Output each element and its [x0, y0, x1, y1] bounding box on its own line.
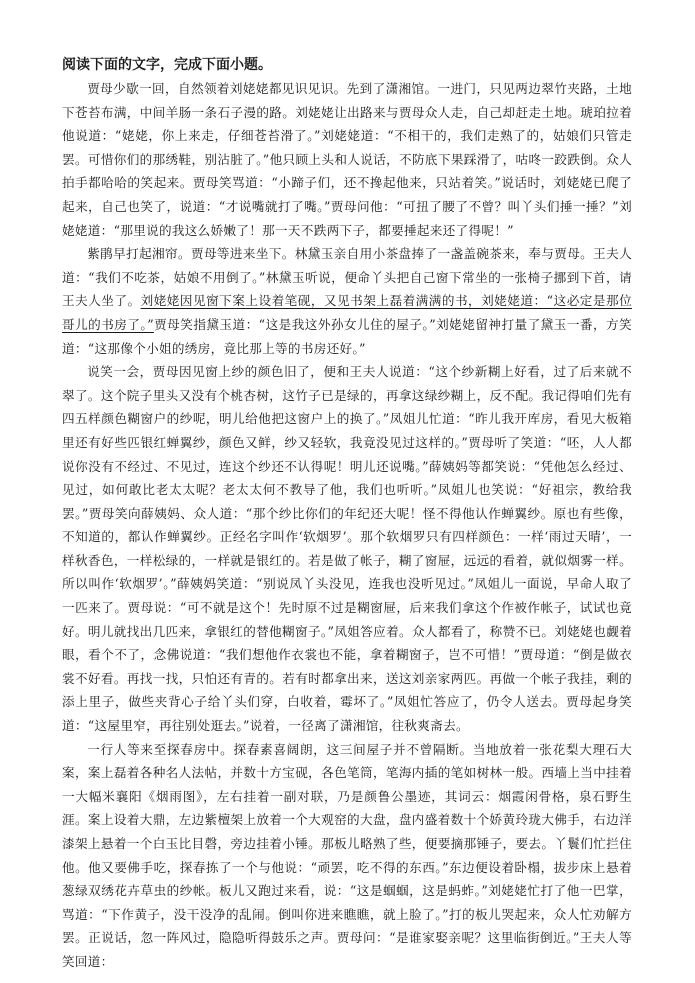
paragraph-2-tail: 贾母笑指黛玉道：“这是我这外孙女儿住的屋子。”刘姥姥留神打量了黛玉一番，方笑道：“这那像个小姐的绣房，竟比那上等的书房还好。” [62, 316, 632, 356]
paragraph-3: 说笑一会，贾母因见窗上纱的颜色旧了，便和王夫人说道：“这个纱新糊上好看，过了后来就不翠了。这个院子里头又没有个桃杏树，这竹子已是绿的，再拿这绿纱糊上，反不配。我记得咱们先有四五样颜色糊窗户的纱呢，明儿给他把这窗户上的换了。”凤姐儿忙道：“昨儿我开库房，看见大板箱里还有好些匹银红蝉翼纱，颜色又鲜，纱又轻软，我竟没见过这样的。”贾母听了笑道：“呸，人人都说你没有不经过、不见过，连这个纱还不认得呢！明儿还说嘴。”薛姨妈等都笑说：“凭他怎么经过、见过，如何敢比老太太呢？老太太何不教导了他，我们也听听。”凤姐儿也笑说：“好祖宗，教给我罢。”贾母笑向薛姨妈、众人道：“那个纱比你们的年纪还大呢！怪不得他认作蝉翼纱。原也有些像，不知道的，都认作蝉翼纱。正经名字叫作‘软烟罗’。那个软烟罗只有四样颜色：一样‘雨过天晴’，一样秋香色，一样松绿的，一样就是银红的。若是做了帐子，糊了窗屉，远远的看着，就似烟雾一样。所以叫作‘软烟罗’。”薛姨妈笑道：“别说凤丫头没见，连我也没听见过。”凤姐儿一面说，早命人取了一匹来了。贾母说：“可不就是这个！先时原不过是糊窗屉，后来我们拿这个作被作帐子，试试也竟好。明儿就找出几匹来，拿银红的替他糊窗子。”凤姐答应着。众人都看了，称赞不已。刘姥姥也觑着眼，看个不了，念佛说道：“我们想他作衣裳也不能，拿着糊窗子，岂不可惜！”贾母道：“倒是做衣裳不好看。再找一找，只怕还有青的。若有时都拿出来，送这刘亲家两匹。再做一个帐子我挂，剩的添上里子，做些夹背心子给丫头们穿，白收着，霉坏了。”凤姐忙答应了，仍令人送去。贾母起身笑道：“这屋里窄，再往别处逛去。”说着，一径离了潇湘馆，往秋爽斋去。 [62, 364, 632, 734]
question-heading: 阅读下面的文字，完成下面小题。 [62, 57, 272, 73]
underlined-passage: 刘姥姥因见窗下案上设着笔砚，又见书架上磊着满满的书，刘姥姥道：“这必定是那位哥儿的书房了。” [62, 293, 632, 332]
paragraph-4: 一行人等来至探春房中。探春素喜阔朗，这三间屋子并不曾隔断。当地放着一张花梨大理石大案，案上磊着各种名人法帖，并数十方宝砚，各色笔筒，笔海内插的笔如树林一般。西墙上当中挂着一大幅米襄阳《烟雨图》，左右挂着一副对联，乃是颜鲁公墨迹，其词云：烟霞闲骨格，泉石野生涯。案上设着大鼎，左边紫檀架上放着一个大观窑的大盘，盘内盛着数十个娇黄玲珑大佛手，右边洋漆架上悬着一个白玉比目磬，旁边挂着小锤。那板儿略熟了些，便要摘那锤子，要去。丫鬟们忙拦住他。他又要佛手吃，探春拣了一个与他说：“顽罢，吃不得的东西。”东边便设着卧榻，拔步床上悬着葱绿双绣花卉草虫的纱帐。板儿又跑过来看，说：“这是蝈蝈，这是蚂蚱。”刘姥姥忙打了他一巴掌，骂道：“下作黄子，没干没净的乱闹。倒叫你进来瞧瞧，就上脸了。”打的板儿哭起来，众人忙劝解方罢。正说话，忽一阵风过，隐隐听得鼓乐之声。贾母问：“是谁家娶亲呢？这里临街倒近。”王夫人等笑回道： [62, 741, 632, 969]
paragraph-2-lead: 紫鹃早打起湘帘。贾母等进来坐下。林黛玉亲自用小茶盘捧了一盏盖碗茶来，奉与贾母。王夫人道：“我们不吃茶，姑娘不用倒了。”林黛玉听说，便命丫头把自己窗下常坐的一张椅子挪到下首，请王夫人坐了。 [62, 246, 632, 309]
paragraph-1: 贾母少歇一回，自然领着刘姥姥都见识见识。先到了潇湘馆。一进门，只见两边翠竹夹路，土地下苍苔布满，中间羊肠一条石子漫的路。刘姥姥让出路来与贾母众人走，自己却赶走土地。琥珀拉着他说道：“姥姥，你上来走，仔细苍苔滑了。”刘姥姥道：“不相干的，我们走熟了的，姑娘们只管走罢。可惜你们的那绣鞋，别沾脏了。”他只顾上头和人说话，不防底下果踩滑了，咕咚一跤跌倒。众人拍手都哈哈的笑起来。贾母笑骂道：“小蹄子们，还不搀起他来，只站着笑。”说话时，刘姥姥已爬了起来，自己也笑了，说道：“才说嘴就打了嘴。”贾母问他：“可扭了腰了不曾？叫丫头们捶一捶？”刘姥姥道：“那里说的我这么娇嫩了！那一天不跌两下子，都要捶起来还了得呢！” [62, 81, 632, 238]
document-page [62, 54, 632, 974]
paragraph-2 [62, 242, 632, 360]
